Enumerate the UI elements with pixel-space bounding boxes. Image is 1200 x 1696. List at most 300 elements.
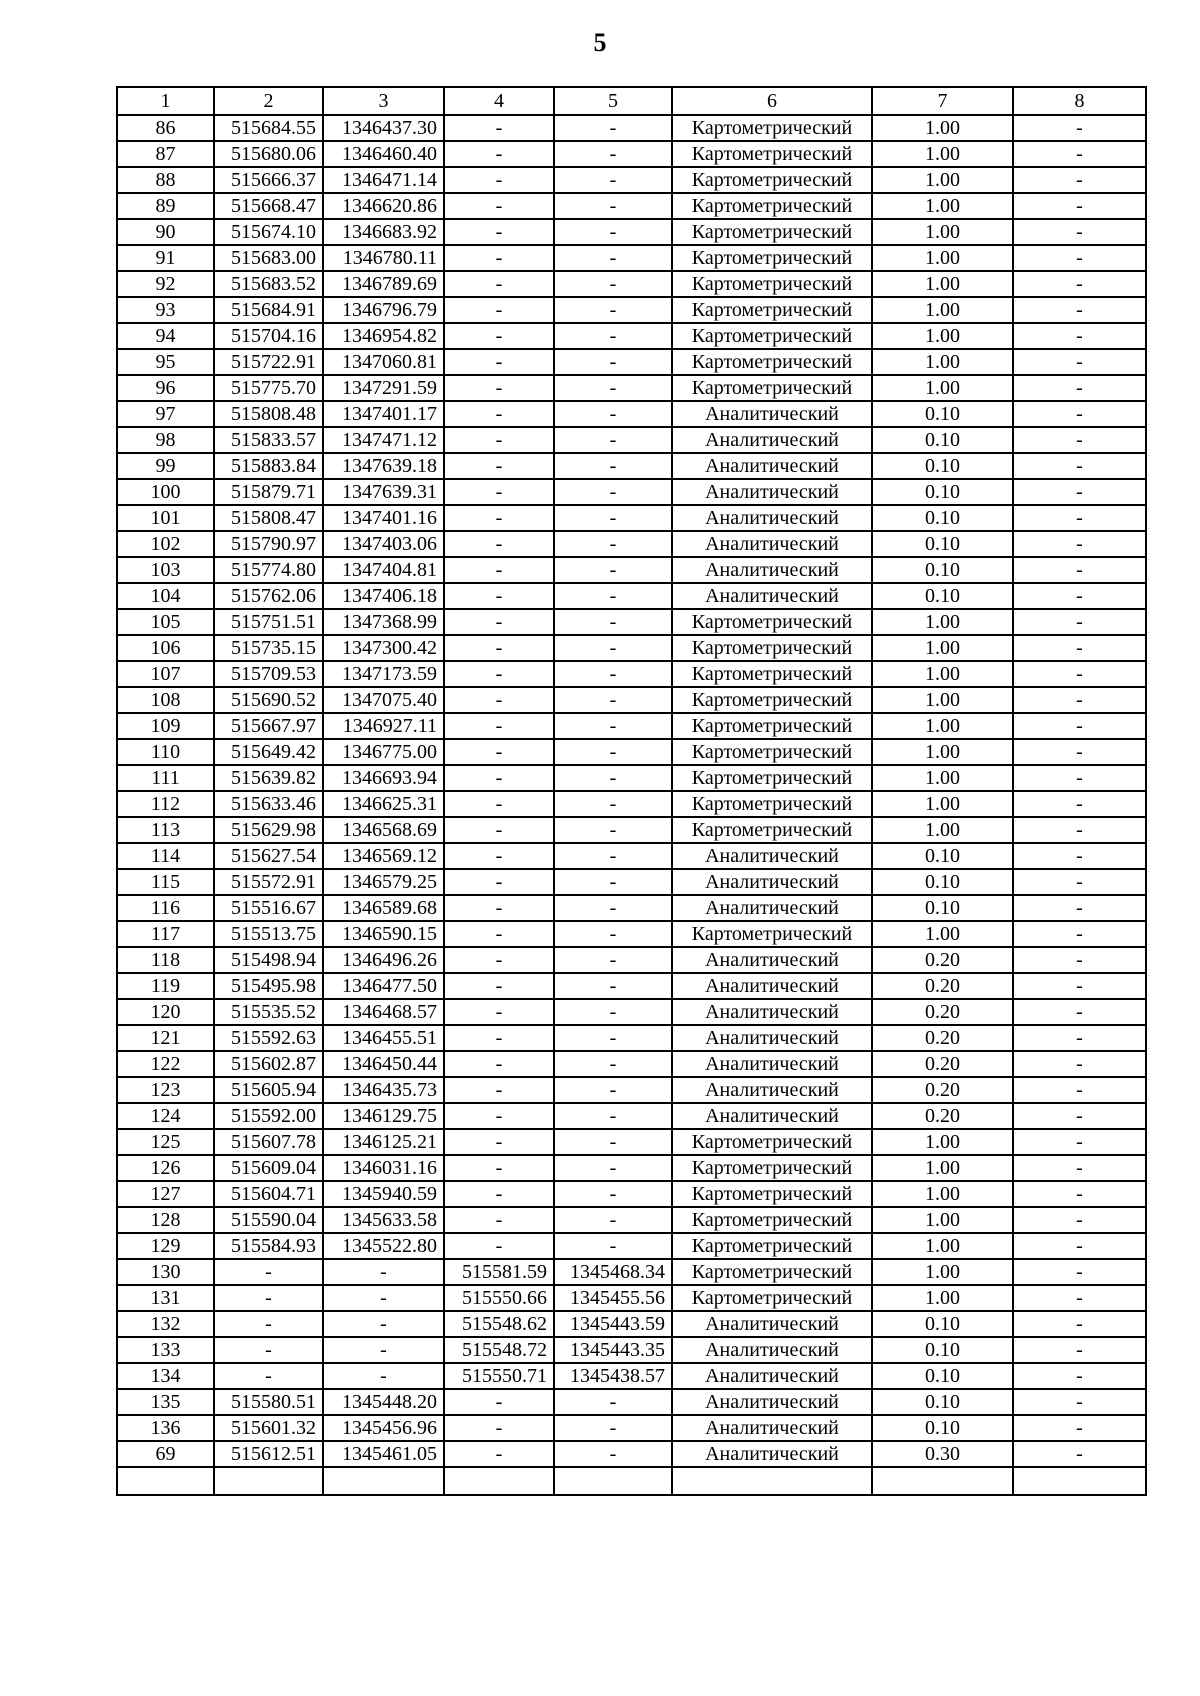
table-cell: 1.00 — [872, 609, 1013, 635]
table-cell: - — [1013, 1077, 1146, 1103]
table-cell: - — [444, 1207, 554, 1233]
table-cell: Аналитический — [672, 427, 872, 453]
table-cell: 515690.52 — [214, 687, 323, 713]
table-cell: 1346775.00 — [323, 739, 444, 765]
table-cell: - — [444, 557, 554, 583]
table-cell: - — [323, 1363, 444, 1389]
table-row — [117, 713, 1146, 739]
table-cell: - — [444, 869, 554, 895]
table-cell: Картометрический — [672, 661, 872, 687]
table-cell: 1346927.11 — [323, 713, 444, 739]
table-cell: - — [1013, 1155, 1146, 1181]
table-cell: Картометрический — [672, 167, 872, 193]
table-cell: 1346625.31 — [323, 791, 444, 817]
column-header: 4 — [444, 87, 554, 115]
table-cell: - — [1013, 1389, 1146, 1415]
table-cell: - — [554, 297, 672, 323]
table-cell: - — [1013, 661, 1146, 687]
table-cell: 109 — [117, 713, 214, 739]
table-cell: - — [323, 1259, 444, 1285]
table-cell: Картометрический — [672, 245, 872, 271]
table-row — [117, 583, 1146, 609]
table-cell: - — [444, 791, 554, 817]
table-cell: - — [1013, 609, 1146, 635]
table-cell: Картометрический — [672, 1181, 872, 1207]
table-cell: - — [444, 115, 554, 141]
table-cell: 1347401.16 — [323, 505, 444, 531]
table-cell: - — [444, 661, 554, 687]
table-cell: 0.30 — [872, 1441, 1013, 1467]
table-cell: 515550.66 — [444, 1285, 554, 1311]
table-cell: 515516.67 — [214, 895, 323, 921]
table-cell: Аналитический — [672, 999, 872, 1025]
table-cell: 1346620.86 — [323, 193, 444, 219]
table-cell: - — [444, 349, 554, 375]
table-cell: 1.00 — [872, 271, 1013, 297]
table-cell: - — [554, 661, 672, 687]
table-cell: 121 — [117, 1025, 214, 1051]
table-cell: - — [554, 947, 672, 973]
table-cell: - — [1013, 895, 1146, 921]
table-cell: - — [444, 479, 554, 505]
table-cell: 1.00 — [872, 1233, 1013, 1259]
column-header: 7 — [872, 87, 1013, 115]
table-cell: Аналитический — [672, 557, 872, 583]
table-cell: 1.00 — [872, 219, 1013, 245]
column-header: 6 — [672, 87, 872, 115]
table-cell: Картометрический — [672, 713, 872, 739]
table-cell: 119 — [117, 973, 214, 999]
table-cell: - — [554, 453, 672, 479]
table-cell: 105 — [117, 609, 214, 635]
table-cell: 515667.97 — [214, 713, 323, 739]
table-cell: 1346780.11 — [323, 245, 444, 271]
table-cell: Картометрический — [672, 687, 872, 713]
table-row — [117, 427, 1146, 453]
table-cell: Аналитический — [672, 505, 872, 531]
table-cell: - — [444, 505, 554, 531]
table-cell: 1346450.44 — [323, 1051, 444, 1077]
table-cell: - — [554, 167, 672, 193]
table-cell: 91 — [117, 245, 214, 271]
table-cell: 515704.16 — [214, 323, 323, 349]
table-cell: - — [444, 973, 554, 999]
table-cell: - — [1013, 505, 1146, 531]
table-cell: - — [554, 141, 672, 167]
table-cell: 106 — [117, 635, 214, 661]
table-cell: - — [1013, 193, 1146, 219]
empty-table-cell — [323, 1467, 444, 1495]
table-cell: - — [1013, 1415, 1146, 1441]
table-cell: - — [554, 193, 672, 219]
table-cell: - — [323, 1337, 444, 1363]
table-cell: - — [554, 583, 672, 609]
table-cell: 515722.91 — [214, 349, 323, 375]
table-cell: Аналитический — [672, 1415, 872, 1441]
table-cell: 515808.48 — [214, 401, 323, 427]
table-cell: 90 — [117, 219, 214, 245]
table-cell: - — [444, 245, 554, 271]
table-cell: 69 — [117, 1441, 214, 1467]
table-cell: 515607.78 — [214, 1129, 323, 1155]
table-cell: Картометрический — [672, 193, 872, 219]
table-cell: 1347060.81 — [323, 349, 444, 375]
table-cell: 118 — [117, 947, 214, 973]
table-cell: - — [1013, 973, 1146, 999]
column-header: 5 — [554, 87, 672, 115]
table-row — [117, 531, 1146, 557]
table-cell: 515735.15 — [214, 635, 323, 661]
table-cell: - — [444, 1103, 554, 1129]
table-cell: Аналитический — [672, 453, 872, 479]
table-cell: Картометрический — [672, 1129, 872, 1155]
table-cell: 1.00 — [872, 349, 1013, 375]
table-cell: 1347404.81 — [323, 557, 444, 583]
table-cell: Картометрический — [672, 323, 872, 349]
table-cell: - — [554, 999, 672, 1025]
table-cell: 515684.91 — [214, 297, 323, 323]
table-cell: 515629.98 — [214, 817, 323, 843]
table-cell: 0.20 — [872, 999, 1013, 1025]
table-cell: - — [554, 921, 672, 947]
table-cell: - — [554, 1155, 672, 1181]
table-cell: Аналитический — [672, 1051, 872, 1077]
table-cell: 1.00 — [872, 765, 1013, 791]
table-cell: 110 — [117, 739, 214, 765]
table-cell: 0.10 — [872, 1389, 1013, 1415]
table-cell: 1345448.20 — [323, 1389, 444, 1415]
table-cell: 1346954.82 — [323, 323, 444, 349]
table-cell: 0.10 — [872, 531, 1013, 557]
table-cell: 86 — [117, 115, 214, 141]
table-cell: - — [1013, 921, 1146, 947]
table-cell: 114 — [117, 843, 214, 869]
table-cell: 1345633.58 — [323, 1207, 444, 1233]
table-row — [117, 505, 1146, 531]
table-cell: 116 — [117, 895, 214, 921]
table-cell: 515668.47 — [214, 193, 323, 219]
table-cell: - — [554, 1207, 672, 1233]
table-cell: 113 — [117, 817, 214, 843]
table-cell: Картометрический — [672, 219, 872, 245]
table-cell: - — [554, 401, 672, 427]
table-cell: - — [1013, 167, 1146, 193]
table-cell: 1347173.59 — [323, 661, 444, 687]
table-cell: - — [444, 1389, 554, 1415]
table-cell: - — [554, 739, 672, 765]
table-row — [117, 323, 1146, 349]
table-cell: - — [554, 1181, 672, 1207]
table-cell: 1346435.73 — [323, 1077, 444, 1103]
table-cell: 1345522.80 — [323, 1233, 444, 1259]
coordinates-table — [116, 86, 1147, 1496]
table-cell: 97 — [117, 401, 214, 427]
table-row — [117, 843, 1146, 869]
table-row — [117, 869, 1146, 895]
table-cell: Аналитический — [672, 1337, 872, 1363]
table-cell: 1345443.35 — [554, 1337, 672, 1363]
table-cell: 515680.06 — [214, 141, 323, 167]
table-cell: 98 — [117, 427, 214, 453]
table-cell: - — [1013, 739, 1146, 765]
table-cell: - — [1013, 791, 1146, 817]
table-cell: 0.10 — [872, 583, 1013, 609]
table-cell: Аналитический — [672, 1103, 872, 1129]
table-cell: - — [554, 375, 672, 401]
table-row — [117, 687, 1146, 713]
table-cell: - — [554, 1389, 672, 1415]
table-cell: - — [554, 479, 672, 505]
table-row — [117, 401, 1146, 427]
table-cell: 515602.87 — [214, 1051, 323, 1077]
table-cell: - — [1013, 1181, 1146, 1207]
table-cell: - — [1013, 323, 1146, 349]
table-cell: 1.00 — [872, 375, 1013, 401]
table-cell: 1345455.56 — [554, 1285, 672, 1311]
table-cell: 0.10 — [872, 453, 1013, 479]
table-cell: - — [444, 401, 554, 427]
table-cell: 0.10 — [872, 557, 1013, 583]
empty-table-cell — [1013, 1467, 1146, 1495]
table-cell: 1346579.25 — [323, 869, 444, 895]
table-cell: Картометрический — [672, 609, 872, 635]
table-cell: 515584.93 — [214, 1233, 323, 1259]
table-cell: 0.10 — [872, 479, 1013, 505]
table-cell: 1346460.40 — [323, 141, 444, 167]
table-cell: 131 — [117, 1285, 214, 1311]
table-cell: - — [444, 739, 554, 765]
table-cell: - — [444, 427, 554, 453]
table-cell: 1.00 — [872, 739, 1013, 765]
table-cell: - — [444, 1415, 554, 1441]
table-cell: 0.10 — [872, 1415, 1013, 1441]
empty-table-cell — [214, 1467, 323, 1495]
table-cell: - — [1013, 1441, 1146, 1467]
table-cell: - — [1013, 687, 1146, 713]
table-cell: Аналитический — [672, 583, 872, 609]
empty-table-cell — [554, 1467, 672, 1495]
table-cell: - — [554, 843, 672, 869]
table-cell: - — [554, 687, 672, 713]
table-cell: 515495.98 — [214, 973, 323, 999]
table-cell: 132 — [117, 1311, 214, 1337]
table-cell: Аналитический — [672, 1077, 872, 1103]
table-cell: - — [444, 297, 554, 323]
table-cell: - — [444, 1025, 554, 1051]
table-cell: - — [444, 895, 554, 921]
page-number: 5 — [593, 28, 607, 57]
table-cell: - — [554, 635, 672, 661]
table-cell: 95 — [117, 349, 214, 375]
table-row — [117, 1363, 1146, 1389]
table-row — [117, 349, 1146, 375]
table-cell: - — [554, 895, 672, 921]
table-cell: 1.00 — [872, 115, 1013, 141]
table-cell: 87 — [117, 141, 214, 167]
table-cell: 1.00 — [872, 1155, 1013, 1181]
table-cell: - — [1013, 869, 1146, 895]
table-row — [117, 921, 1146, 947]
table-cell: 101 — [117, 505, 214, 531]
table-cell: - — [444, 583, 554, 609]
table-cell: Картометрический — [672, 817, 872, 843]
table-cell: - — [444, 141, 554, 167]
table-cell: - — [214, 1363, 323, 1389]
table-cell: 515548.62 — [444, 1311, 554, 1337]
table-cell: - — [1013, 479, 1146, 505]
table-cell: 1.00 — [872, 687, 1013, 713]
table-cell: 111 — [117, 765, 214, 791]
table-cell: - — [1013, 271, 1146, 297]
table-cell: 515649.42 — [214, 739, 323, 765]
table-cell: Картометрический — [672, 141, 872, 167]
table-cell: 103 — [117, 557, 214, 583]
table-cell: Картометрический — [672, 1207, 872, 1233]
table-cell: - — [444, 1181, 554, 1207]
table-cell: 102 — [117, 531, 214, 557]
table-row — [117, 479, 1146, 505]
table-cell: - — [444, 1051, 554, 1077]
table-cell: - — [554, 1051, 672, 1077]
table-cell: - — [554, 349, 672, 375]
table-cell: 1.00 — [872, 1259, 1013, 1285]
table-cell: Картометрический — [672, 375, 872, 401]
table-cell: 1346589.68 — [323, 895, 444, 921]
table-body — [117, 87, 1146, 1495]
table-cell: 0.20 — [872, 973, 1013, 999]
table-cell: 0.10 — [872, 843, 1013, 869]
table-cell: 135 — [117, 1389, 214, 1415]
table-cell: 112 — [117, 791, 214, 817]
table-cell: - — [1013, 401, 1146, 427]
table-row — [117, 791, 1146, 817]
table-cell: Картометрический — [672, 115, 872, 141]
table-cell: 1346125.21 — [323, 1129, 444, 1155]
table-cell: 1347401.17 — [323, 401, 444, 427]
table-row — [117, 1441, 1146, 1467]
table-cell: 1347406.18 — [323, 583, 444, 609]
table-cell: 1346437.30 — [323, 115, 444, 141]
table-cell: Аналитический — [672, 401, 872, 427]
table-cell: Картометрический — [672, 739, 872, 765]
table-row — [117, 739, 1146, 765]
table-cell: 515833.57 — [214, 427, 323, 453]
table-cell: 92 — [117, 271, 214, 297]
table-cell: - — [1013, 531, 1146, 557]
table-cell: Аналитический — [672, 843, 872, 869]
table-cell: 130 — [117, 1259, 214, 1285]
table-row — [117, 1181, 1146, 1207]
table-cell: Аналитический — [672, 1025, 872, 1051]
table-cell: - — [444, 271, 554, 297]
table-cell: 125 — [117, 1129, 214, 1155]
table-cell: 0.10 — [872, 427, 1013, 453]
table-cell: 515774.80 — [214, 557, 323, 583]
table-row — [117, 453, 1146, 479]
table-cell: Аналитический — [672, 947, 872, 973]
table-cell: - — [554, 323, 672, 349]
column-header: 2 — [214, 87, 323, 115]
table-cell: - — [1013, 1233, 1146, 1259]
table-cell: Картометрический — [672, 1285, 872, 1311]
table-cell: 515550.71 — [444, 1363, 554, 1389]
table-row — [117, 661, 1146, 687]
table-cell: 515879.71 — [214, 479, 323, 505]
table-cell: 1347639.31 — [323, 479, 444, 505]
table-cell: 104 — [117, 583, 214, 609]
table-row — [117, 817, 1146, 843]
table-cell: Картометрический — [672, 349, 872, 375]
table-cell: 515633.46 — [214, 791, 323, 817]
table-cell: Картометрический — [672, 635, 872, 661]
table-cell: Аналитический — [672, 973, 872, 999]
table-cell: - — [444, 947, 554, 973]
table-cell: 0.20 — [872, 1025, 1013, 1051]
table-cell: - — [554, 713, 672, 739]
table-cell: - — [444, 323, 554, 349]
table-cell: 1346569.12 — [323, 843, 444, 869]
table-cell: 1346455.51 — [323, 1025, 444, 1051]
table-row — [117, 1311, 1146, 1337]
table-cell: - — [214, 1285, 323, 1311]
table-cell: - — [1013, 297, 1146, 323]
table-cell: - — [554, 219, 672, 245]
table-cell: - — [554, 271, 672, 297]
table-cell: 515666.37 — [214, 167, 323, 193]
table-cell: - — [444, 765, 554, 791]
table-cell: - — [1013, 1207, 1146, 1233]
table-cell: - — [1013, 1103, 1146, 1129]
table-cell: 1.00 — [872, 817, 1013, 843]
table-cell: 1347075.40 — [323, 687, 444, 713]
table-cell: 0.10 — [872, 1337, 1013, 1363]
table-cell: 515790.97 — [214, 531, 323, 557]
table-cell: - — [1013, 375, 1146, 401]
table-cell: Картометрический — [672, 1233, 872, 1259]
table-cell: 93 — [117, 297, 214, 323]
table-cell: 1346683.92 — [323, 219, 444, 245]
table-row — [117, 141, 1146, 167]
table-cell: 515581.59 — [444, 1259, 554, 1285]
table-cell: - — [554, 1415, 672, 1441]
table-cell: 134 — [117, 1363, 214, 1389]
table-cell: - — [1013, 583, 1146, 609]
table-row — [117, 1155, 1146, 1181]
table-cell: 1.00 — [872, 791, 1013, 817]
table-header-row — [117, 87, 1146, 115]
table-cell: - — [214, 1311, 323, 1337]
table-cell: 515592.00 — [214, 1103, 323, 1129]
table-row — [117, 557, 1146, 583]
table-cell: 515775.70 — [214, 375, 323, 401]
table-cell: 127 — [117, 1181, 214, 1207]
table-cell: 515762.06 — [214, 583, 323, 609]
table-cell: - — [1013, 999, 1146, 1025]
table-cell: 124 — [117, 1103, 214, 1129]
table-cell: - — [1013, 245, 1146, 271]
table-cell: - — [554, 557, 672, 583]
table-cell: - — [444, 193, 554, 219]
table-row — [117, 609, 1146, 635]
table-cell: - — [1013, 1259, 1146, 1285]
table-cell: 1345468.34 — [554, 1259, 672, 1285]
table-row — [117, 219, 1146, 245]
table-cell: - — [554, 531, 672, 557]
table-cell: 1346031.16 — [323, 1155, 444, 1181]
table-cell: 1345456.96 — [323, 1415, 444, 1441]
table-cell: 515604.71 — [214, 1181, 323, 1207]
table-cell: 515498.94 — [214, 947, 323, 973]
